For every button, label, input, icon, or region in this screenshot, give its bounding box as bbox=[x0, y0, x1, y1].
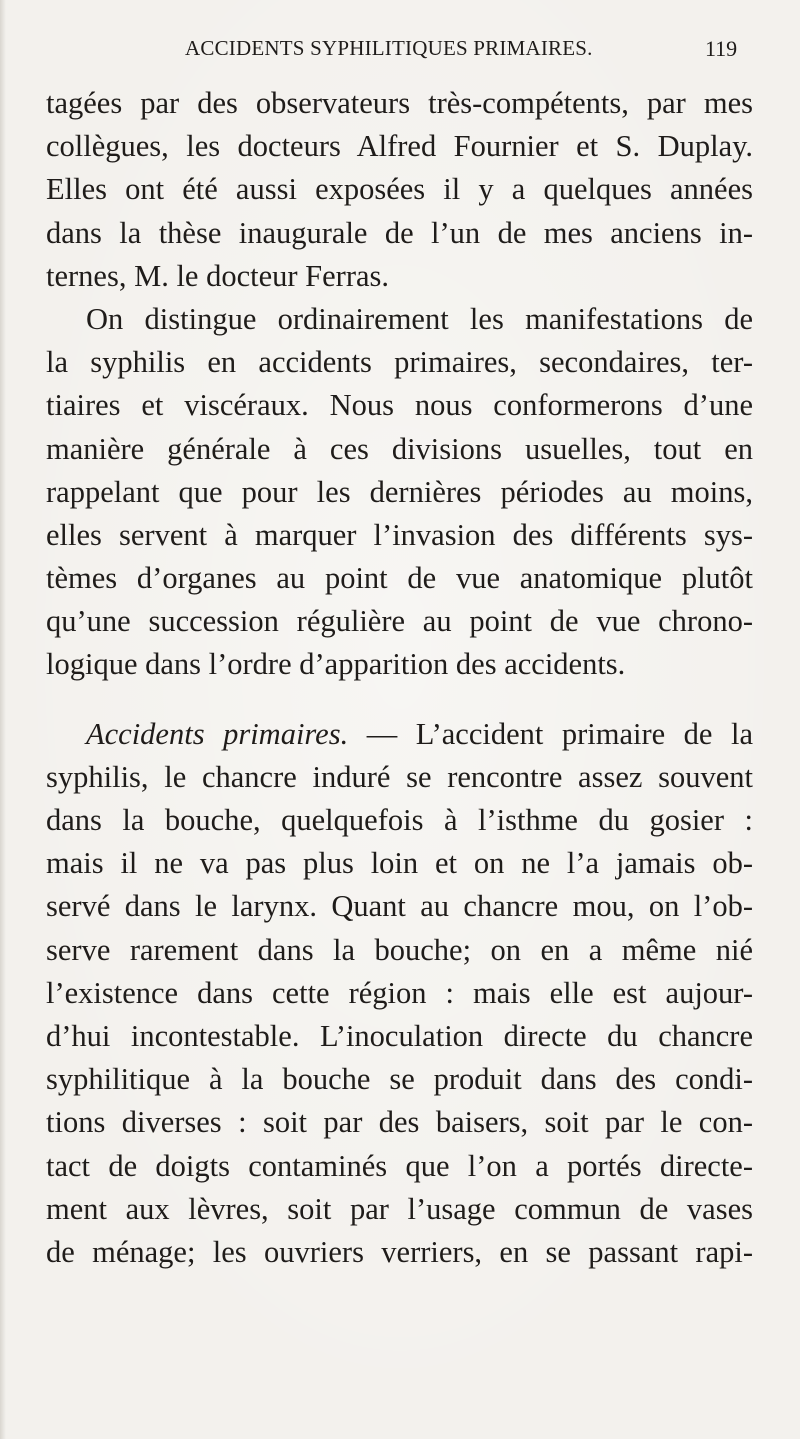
text-line: de ménage; les ouvriers verriers, en se passant rapi- bbox=[46, 1234, 753, 1269]
text-line: servé dans le larynx. Quant au chancre mou, on l’ob- bbox=[46, 889, 753, 924]
paragraph-1 bbox=[46, 82, 753, 298]
text-line: serve rarement dans la bouche; on en a même nié bbox=[46, 932, 753, 967]
text-line: tact de doigts contaminés que l’on a portés directe- bbox=[46, 1148, 753, 1183]
section-first-line bbox=[46, 713, 753, 756]
text-line: manière générale à ces divisions usuelles, tout en bbox=[46, 431, 753, 466]
text-line: ternes, M. le docteur Ferras. bbox=[46, 258, 390, 293]
section-gap bbox=[46, 687, 753, 713]
text-line: dans la bouche, quelquefois à l’isthme du gosier : bbox=[46, 803, 753, 837]
section-heading-continuation: — L’accident primaire de la bbox=[366, 716, 754, 751]
text-line: elles servent à marquer l’invasion des différents sys- bbox=[46, 517, 753, 552]
text-line: la syphilis en accidents primaires, secondaires, ter- bbox=[46, 345, 753, 380]
text-line: logique dans l’ordre d’apparition des accidents. bbox=[46, 647, 626, 682]
section-heading: Accidents primaires. bbox=[86, 716, 349, 751]
text-line: d’hui incontestable. L’inoculation directe du chancre bbox=[46, 1018, 753, 1053]
text-line: On distingue ordinairement les manifestations de bbox=[86, 301, 753, 336]
page-number: 119 bbox=[705, 36, 738, 61]
page-edge-shadow bbox=[0, 0, 6, 1439]
text-line: Elles ont été aussi exposées il y a quelques années bbox=[46, 172, 753, 207]
page-body bbox=[46, 82, 753, 1274]
text-line: qu’une succession régulière au point de vue chrono- bbox=[46, 604, 753, 639]
page-header bbox=[0, 36, 800, 76]
text-line: syphilitique à la bouche se produit dans des condi- bbox=[46, 1062, 753, 1097]
text-line: mais il ne va pas plus loin et on ne l’a jamais ob- bbox=[46, 846, 753, 881]
paragraph-3 bbox=[46, 713, 753, 1274]
text-line: tiaires et viscéraux. Nous nous conformerons d’une bbox=[46, 388, 753, 423]
text-line: l’existence dans cette région : mais elle est aujour- bbox=[46, 975, 753, 1010]
text-line: tions diverses : soit par des baisers, soit par le con- bbox=[46, 1105, 753, 1140]
text-line: tèmes d’organes au point de vue anatomique plutôt bbox=[46, 561, 753, 596]
running-head: ACCIDENTS SYPHILITIQUES PRIMAIRES. bbox=[185, 36, 593, 60]
text-line: ment aux lèvres, soit par l’usage commun de vases bbox=[46, 1191, 753, 1226]
text-line: tagées par des observateurs très-compétents, par mes bbox=[46, 86, 753, 120]
text-line: dans la thèse inaugurale de l’un de mes anciens in- bbox=[46, 215, 753, 250]
text-line: collègues, les docteurs Alfred Fournier et S. Duplay. bbox=[46, 129, 753, 164]
text-line: rappelant que pour les dernières périodes au moins, bbox=[46, 474, 753, 509]
paragraph-2 bbox=[46, 298, 753, 687]
text-line: syphilis, le chancre induré se rencontre assez souvent bbox=[46, 759, 753, 794]
